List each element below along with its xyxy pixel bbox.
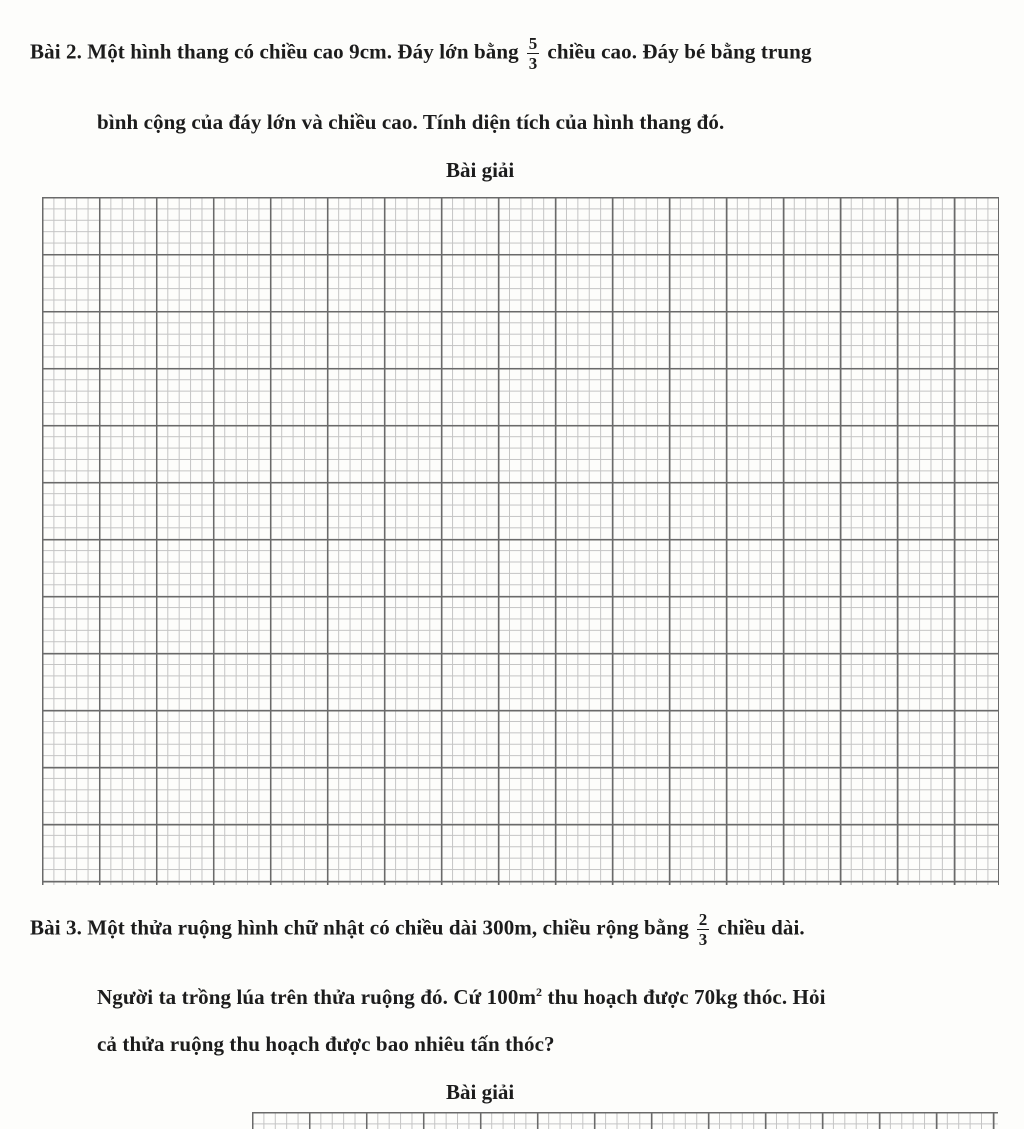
superscript-exponent: 2	[536, 985, 543, 999]
problem3-text-after-fraction: chiều dài.	[717, 915, 805, 940]
problem2-text-before-fraction: Bài 2. Một hình thang có chiều cao 9cm. Đáy lớn bằng	[30, 39, 519, 64]
problem3-answer-grid[interactable]	[252, 1112, 998, 1129]
problem3-text-before-fraction: Bài 3. Một thửa ruộng hình chữ nhật có chiều dài 300m, chiều rộng bằng	[30, 915, 689, 940]
problem3-solution-heading: Bài giải	[446, 1080, 515, 1104]
problem2-line2: bình cộng của đáy lớn và chiều cao. Tính diện tích của hình thang đó.	[97, 110, 725, 134]
fraction-denominator: 3	[528, 54, 538, 73]
problem3-line3: cả thửa ruộng thu hoạch được bao nhiêu tấn thóc?	[97, 1032, 555, 1056]
problem3-fraction	[697, 910, 710, 949]
problem3-line1	[30, 910, 805, 949]
problem3-line2-text: Người ta trồng lúa trên thửa ruộng đó. Cứ 100m	[97, 985, 537, 1009]
problem2-solution-heading: Bài giải	[446, 158, 515, 182]
fraction-numerator: 2	[698, 910, 708, 929]
problem2-fraction	[527, 34, 540, 73]
problem2-text-after-fraction: chiều cao. Đáy bé bằng trung	[547, 39, 812, 64]
problem2-answer-grid[interactable]	[42, 197, 999, 885]
problem3-line2	[97, 985, 826, 1010]
problem2-line1	[30, 34, 812, 73]
fraction-denominator: 3	[698, 930, 708, 949]
fraction-numerator: 5	[528, 34, 538, 53]
problem3-line2-text-end: thu hoạch được 70kg thóc. Hỏi	[542, 985, 826, 1009]
